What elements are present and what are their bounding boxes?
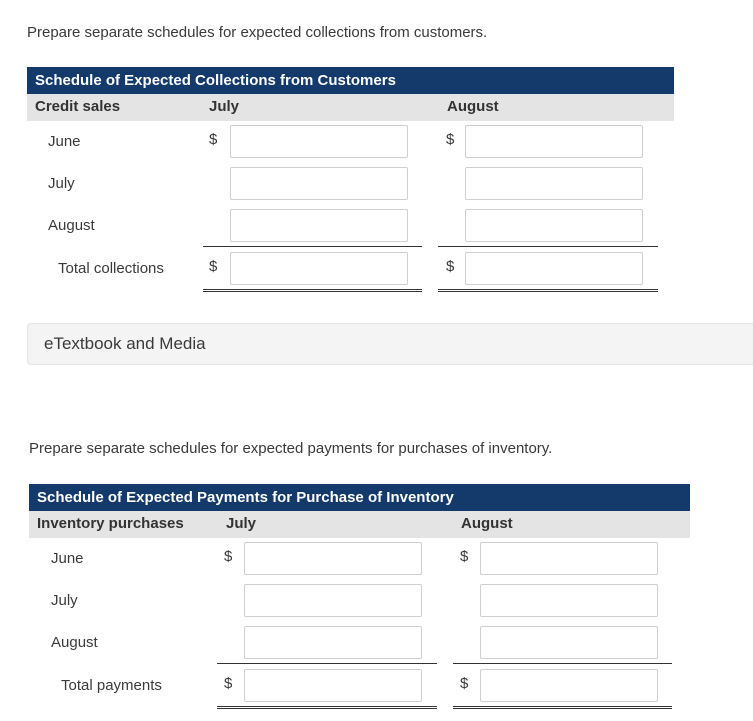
payments-total-august-currency: $ [460, 675, 469, 692]
payments-subtotal-rule-august [453, 663, 672, 664]
collections-total-august-currency: $ [446, 258, 455, 275]
payments-table-title: Schedule of Expected Payments for Purchase of Inventory [29, 484, 690, 511]
collections-row-august-label: August [48, 217, 95, 234]
payments-total-july-currency: $ [224, 675, 233, 692]
payments-total-july-input[interactable] [244, 669, 422, 702]
collections-july-august-input[interactable] [465, 167, 643, 200]
collections-col-july: July [209, 98, 240, 115]
collections-july-july-input[interactable] [230, 167, 408, 200]
etextbook-media-button[interactable]: eTextbook and Media [27, 323, 753, 365]
collections-june-july-currency: $ [209, 131, 218, 148]
payments-row-header: Inventory purchases [37, 515, 184, 532]
payments-row-july-label: July [51, 592, 78, 609]
payments-august-july-input[interactable] [244, 626, 422, 659]
collections-august-august-input[interactable] [465, 209, 643, 242]
payments-july-august-input[interactable] [480, 584, 658, 617]
payments-col-july: July [226, 515, 257, 532]
collections-june-august-input[interactable] [465, 125, 643, 158]
collections-column-header [27, 94, 674, 121]
collections-row-header: Credit sales [35, 98, 121, 115]
collections-table-title: Schedule of Expected Collections from Customers [27, 67, 674, 94]
payments-total-double-rule-july [217, 706, 437, 709]
collections-august-july-input[interactable] [230, 209, 408, 242]
payments-subtotal-rule-july [217, 663, 437, 664]
collections-total-double-rule-july [203, 289, 422, 292]
payments-july-july-input[interactable] [244, 584, 422, 617]
payments-total-double-rule-august [453, 706, 672, 709]
collections-total-double-rule-august [438, 289, 658, 292]
collections-june-july-input[interactable] [230, 125, 408, 158]
collections-col-august: August [447, 98, 499, 115]
payments-column-header [29, 511, 690, 538]
collections-row-july-label: July [48, 175, 75, 192]
payments-june-august-input[interactable] [480, 542, 658, 575]
payments-col-august: August [461, 515, 513, 532]
collections-total-label: Total collections [58, 260, 164, 277]
payments-row-june-label: June [51, 550, 84, 567]
payments-june-july-currency: $ [224, 548, 233, 565]
payments-august-august-input[interactable] [480, 626, 658, 659]
collections-row-june-label: June [48, 133, 81, 150]
collections-subtotal-rule-july [203, 246, 422, 247]
payments-total-label: Total payments [61, 677, 162, 694]
collections-total-july-input[interactable] [230, 252, 408, 285]
payments-june-july-input[interactable] [244, 542, 422, 575]
collections-instruction: Prepare separate schedules for expected collections from customers. [27, 24, 488, 41]
payments-total-august-input[interactable] [480, 669, 658, 702]
collections-subtotal-rule-august [438, 246, 658, 247]
collections-total-august-input[interactable] [465, 252, 643, 285]
collections-total-july-currency: $ [209, 258, 218, 275]
payments-june-august-currency: $ [460, 548, 469, 565]
payments-row-august-label: August [51, 634, 98, 651]
collections-june-august-currency: $ [446, 131, 455, 148]
payments-instruction: Prepare separate schedules for expected payments for purchases of inventory. [29, 440, 553, 457]
